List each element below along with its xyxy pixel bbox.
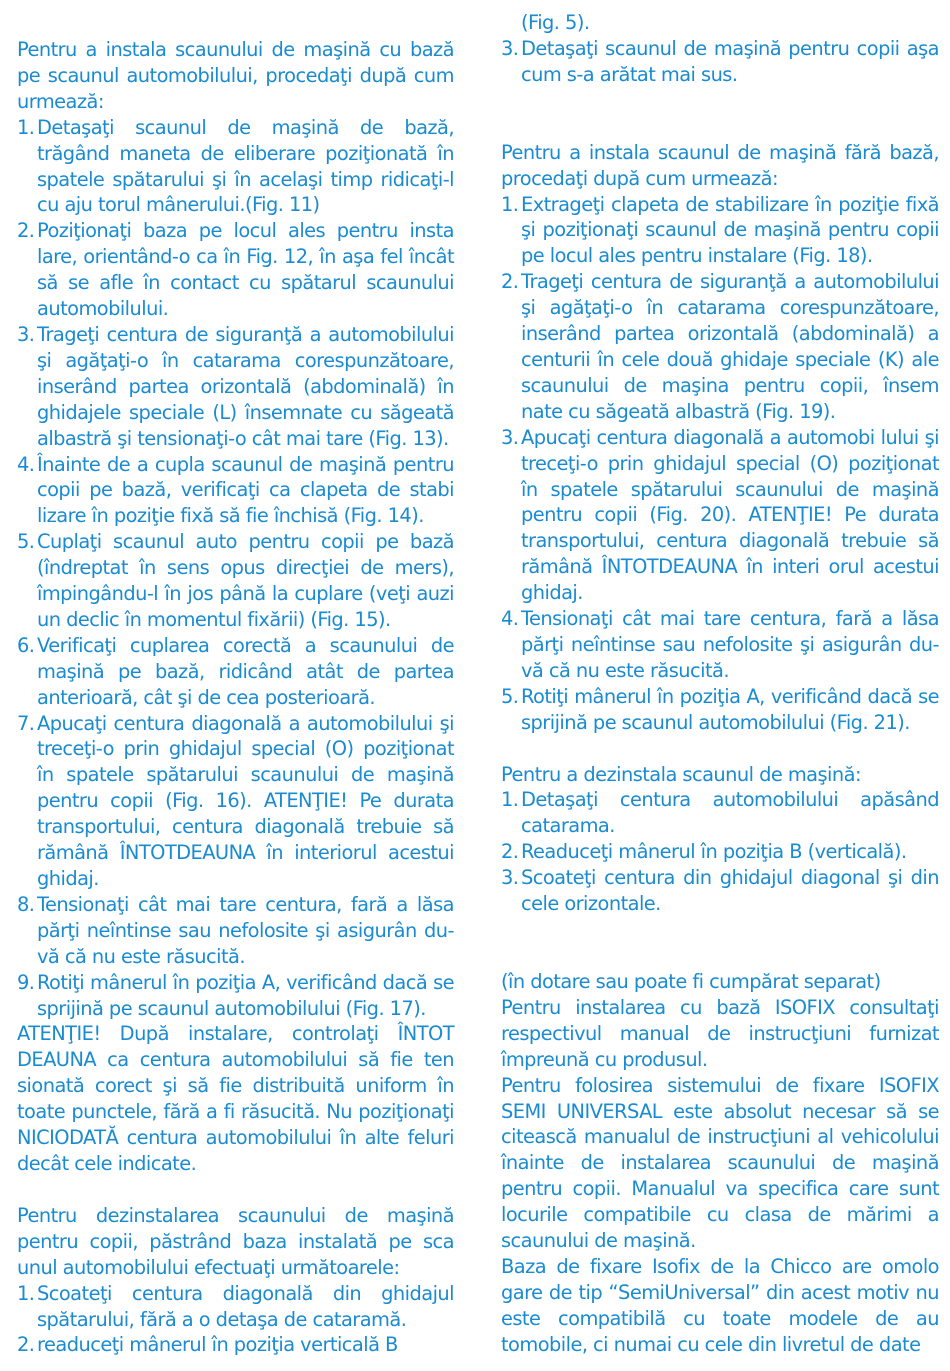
item-number: 1. xyxy=(17,1281,35,1305)
list-item xyxy=(501,36,939,88)
list-item xyxy=(17,970,454,1022)
item-number: 1. xyxy=(501,788,519,812)
item-number: 2. xyxy=(501,270,519,294)
item-number: 3. xyxy=(501,425,519,449)
item-number: 7. xyxy=(17,711,35,735)
item-number: 1. xyxy=(501,192,519,216)
section-uninstall-keep-base xyxy=(17,1203,454,1358)
item-text: readuceţi mânerul în poziţia verticală B xyxy=(37,1333,398,1357)
section-uninstall xyxy=(501,762,939,917)
item-number: 3. xyxy=(501,866,519,890)
item-text: Scoateţi centura din ghidajul diagonal şi din cele orizontale. xyxy=(521,866,939,916)
item-number: 9. xyxy=(17,970,35,994)
item-text: Scoateţi centura diagonală din ghidajul spătarului, fără a o detaşa de cataramă. xyxy=(37,1281,454,1331)
item-number: 3. xyxy=(17,322,35,346)
section-install-without-base xyxy=(501,140,939,736)
item-text: Detaşaţi centura automobilului apăsând catarama. xyxy=(521,788,939,838)
list-item xyxy=(17,1281,454,1333)
list-item xyxy=(501,269,939,424)
list-item xyxy=(501,684,939,736)
section-intro: Pentru a dezinstala scaunul de maşină: xyxy=(501,762,861,786)
list-item xyxy=(501,192,939,270)
item-text: Extrageţi clapeta de stabilizare în poziţie fixă şi poziţionaţi scaunul de maşină pentru copii pe locul ales pentru instalare (Fig. 18). xyxy=(521,192,939,268)
list-item xyxy=(17,529,454,633)
item-number: 1. xyxy=(17,115,35,139)
item-text: Cuplaţi scaunul auto pentru copii pe bază (îndreptat în sens opus direcţiei de mers), împingându-l în jos până la cuplare (veţi auzi un declic în momentul fixării) (Fig. 15). xyxy=(37,530,454,631)
list-item xyxy=(501,865,939,917)
section-continuation xyxy=(501,10,939,88)
section-intro: Pentru a instala scaunului de maşină cu bază pe scaunul automobilului, procedaţi după cum urmează: xyxy=(17,38,454,113)
section-intro: Pentru a instala scaunul de maşină fără bază, procedaţi după cum urmează: xyxy=(501,140,939,190)
list-item xyxy=(501,839,939,865)
list-item xyxy=(17,115,454,219)
paragraph: Baza de fixare Isofix de la Chicco are omolo gare de tip “SemiUniversal” din acest motiv nu este compatibilă cu toate modele de au tomobile, ci numai cu cele din livretul de date xyxy=(501,1254,939,1356)
item-number: 2. xyxy=(17,219,35,243)
left-column xyxy=(17,0,454,1358)
item-text: Apucaţi centura diagonală a automobi lului şi treceţi-o prin ghidajul special (O) poziţionat în spatele spătarului scaunului de maşină pentru copii (Fig. 20). ATENŢIE! Pe durata transportului, centura diagonală trebuie să rămână ÎNTOTDEAUNA în interi orul acestui ghidaj. xyxy=(521,425,939,605)
list-item xyxy=(17,218,454,322)
item-text: Rotiţi mânerul în poziţia A, verificând dacă se sprijină pe scaunul automobilului (Fig. 17). xyxy=(37,970,454,1020)
section-install-with-base xyxy=(17,37,454,1177)
item-number: 3. xyxy=(501,36,519,60)
item-text: Tensionaţi cât mai tare centura, fară a lăsa părţi neîntinse sau nefolosite şi asigurân du-vă că nu este răsucită. xyxy=(521,607,939,682)
warning-text: ATENŢIE! După instalare, controlaţi ÎNTOT DEAUNA ca centura automobilului să fie ten sionată corect şi să fie distribuită uniform în toate punctele, fără a fi răsucită. Nu poziţionaţi NICIODATĂ centura automobilului în alte feluri decât cele indicate. xyxy=(17,1022,454,1175)
item-text: Trageţi centura de siguranţă a automobilului şi agăţaţi-o în catarama corespunzătoare, inserând partea orizontală (abdominală) a centurii în cele două ghidaje speciale (K) ale scaunului de maşina pentru copii, însem nate cu săgeată albastră (Fig. 19). xyxy=(521,270,939,423)
list-item xyxy=(17,322,454,452)
list-item xyxy=(501,787,939,839)
list-item xyxy=(17,452,454,530)
list-item xyxy=(501,606,939,684)
item-number: 5. xyxy=(17,530,35,554)
item-number: 5. xyxy=(501,684,519,708)
paragraph: Pentru folosirea sistemului de fixare ISOFIX SEMI UNIVERSAL este absolut necesar să se citească manualul de instrucţiuni al vehicolului înainte de instalarea scaunului de maşină pentru copii. Manualul va specifica care sunt locurile compatibile cu clasa de mărimi a scaunului de maşină. xyxy=(501,1073,939,1253)
paragraph: Pentru instalarea cu bază ISOFIX consultaţi respectivul manual de instrucţiuni furnizat împreună cu produsul. xyxy=(501,995,939,1071)
section-isofix xyxy=(501,969,939,1358)
item-text: Detaşaţi scaunul de maşină pentru copii aşa cum s-a arătat mai sus. xyxy=(521,36,939,86)
item-text: Detaşaţi scaunul de maşină de bază, trăgând maneta de eliberare poziţionată în spatele spătarului şi în acelaşi timp ridicaţi-l cu aju torul mânerului.(Fig. 11) xyxy=(37,115,454,217)
item-number: 2. xyxy=(17,1333,35,1357)
list-item xyxy=(17,892,454,970)
list-item xyxy=(501,425,939,606)
item-number: 8. xyxy=(17,892,35,916)
list-item xyxy=(17,1332,454,1358)
item-text: Readuceţi mânerul în poziţia B (verticală). xyxy=(521,840,907,864)
item-text: Apucaţi centura diagonală a automobilului şi treceţi-o prin ghidajul special (O) poziţionat în spatele spătarului scaunului de maşină pentru copii (Fig. 16). ATENŢIE! Pe durata transportului, centura diagonală trebuie să rămână ÎNTOTDEAUNA în interiorul acestui ghidaj. xyxy=(37,711,454,890)
item-number: 6. xyxy=(17,633,35,657)
item-text: Tensionaţi cât mai tare centura, fară a lăsa părţi neîntinse sau nefolosite şi asigurân du-vă că nu este răsucită. xyxy=(37,892,454,968)
item-number: 4. xyxy=(501,607,519,631)
paragraph: (în dotare sau poate fi cumpărat separat) xyxy=(501,970,881,993)
item-text: Verificaţi cuplarea corectă a scaunului de maşină pe bază, ridicând atât de partea anterioară, cât şi de cea posterioară. xyxy=(37,633,454,709)
item-text: Trageţi centura de siguranţă a automobilului şi agăţaţi-o în catarama corespunzătoare, inserând partea orizontală (abdominală) în ghidajele speciale (L) însemnate cu săgeată albastră şi tensionaţi-o cât mai tare (Fig. 13). xyxy=(37,322,454,450)
list-item xyxy=(17,711,454,892)
right-column xyxy=(501,0,939,1358)
section-intro: Pentru dezinstalarea scaunului de maşină pentru copii, păstrând baza instalată pe sca unul automobilului efectuaţi următoarele: xyxy=(17,1203,454,1279)
item-number: 2. xyxy=(501,840,519,864)
item-number: 4. xyxy=(17,452,35,476)
item-text: Poziţionaţi baza pe locul ales pentru insta lare, orientând-o ca în Fig. 12, în aşa fel încât să se afle în contact cu spătarul scaunului automobilului. xyxy=(37,219,454,321)
item-text: Înainte de a cupla scaunul de maşină pentru copii pe bază, verificaţi ca clapeta de stabi lizare în poziţie fixă să fie închisă (Fig. 14). xyxy=(37,452,454,528)
continuation-text: (Fig. 5). xyxy=(521,11,590,34)
list-item xyxy=(17,633,454,711)
item-text: Rotiţi mânerul în poziţia A, verificând dacă se sprijină pe scaunul automobilului (Fig. 21). xyxy=(521,684,939,734)
